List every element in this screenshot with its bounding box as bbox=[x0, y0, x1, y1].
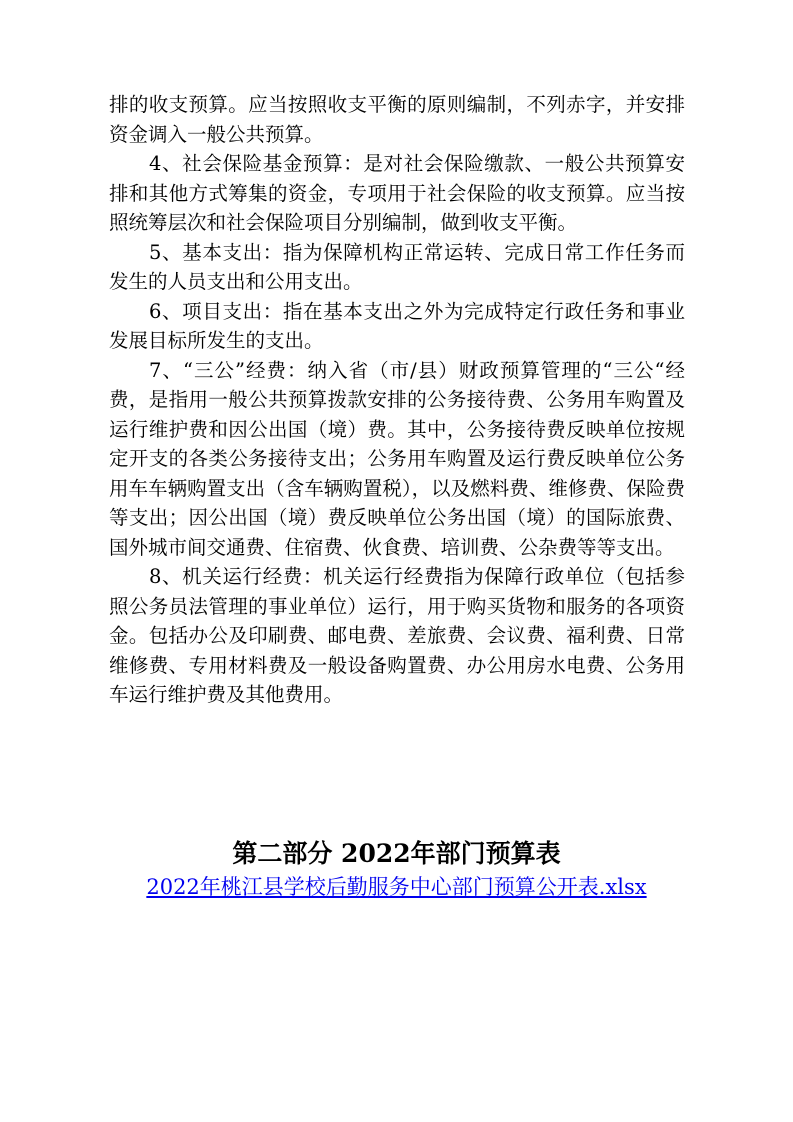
paragraph-three-public-funds: 7、“三公”经费：纳入省（市/县）财政预算管理的“三公“经费，是指用一般公共预算拨款安排的公务接待费、公务用车购置及运行维护费和因公出国（境）费。其中，公务接待费反映单位按规定开支的各类公务接待支出；公务用车购置及运行费反映单位公务用车车辆购置支出（含车辆购置税），以及燃料费、维修费、保险费等支出；因公出国（境）费反映单位公务出国（境）的国际旅费、国外城市间交通费、住宿费、伙食费、培训费、公杂费等等支出。 bbox=[109, 358, 685, 559]
section-title: 第二部分 2022年部门预算表 bbox=[232, 839, 561, 868]
paragraph-agency-operating-funds: 8、机关运行经费：机关运行经费指为保障行政单位（包括参照公务员法管理的事业单位）运行，用于购买货物和服务的各项资金。包括办公及印刷费、邮电费、差旅费、会议费、福利费、日常维修费、专用材料费及一般设备购置费、办公用房水电费、公务用车运行维护费及其他费用。 bbox=[109, 565, 685, 706]
attachment-link-container bbox=[0, 872, 793, 903]
paragraph-project-expenditure: 6、项目支出：指在基本支出之外为完成特定行政任务和事业发展目标所发生的支出。 bbox=[109, 299, 685, 352]
attachment-link[interactable]: 2022年桃江县学校后勤服务中心部门预算公开表.xlsx bbox=[146, 875, 647, 899]
paragraph-budget-continuation: 排的收支预算。应当按照收支平衡的原则编制，不列赤字，并安排资金调入一般公共预算。 bbox=[109, 93, 685, 146]
document-body bbox=[109, 90, 685, 710]
paragraph-basic-expenditure: 5、基本支出：指为保障机构正常运转、完成日常工作任务而发生的人员支出和公用支出。 bbox=[109, 240, 685, 293]
paragraph-social-insurance-fund: 4、社会保险基金预算：是对社会保险缴款、一般公共预算安排和其他方式筹集的资金，专项用于社会保险的收支预算。应当按照统筹层次和社会保险项目分别编制，做到收支平衡。 bbox=[109, 152, 685, 234]
